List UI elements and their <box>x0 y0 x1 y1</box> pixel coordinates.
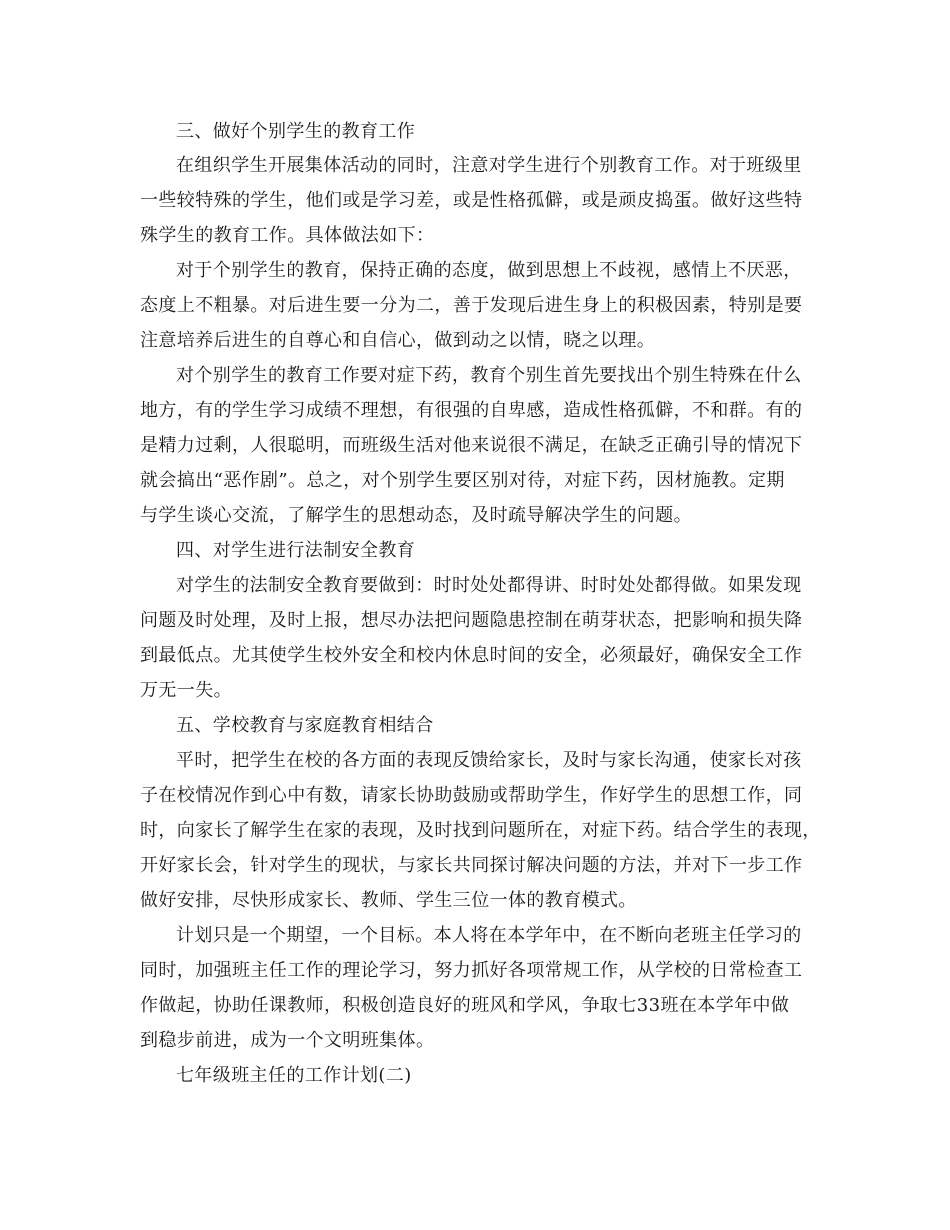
paragraph-line: 是精力过剩，人很聪明，而班级生活对他来说很不满足，在缺乏正确引导的情况下 <box>140 435 803 456</box>
paragraph-line: 对学生的法制安全教育要做到：时时处处都得讲、时时处处都得做。如果发现 <box>176 575 802 596</box>
paragraph-line: 平时，把学生在校的各方面的表现反馈给家长，及时与家长沟通，使家长对孩 <box>176 750 802 771</box>
paragraph-line: 时，向家长了解学生在家的表现，及时找到问题所在，对症下药。结合学生的表现， <box>140 820 821 841</box>
paragraph-line: 计划只是一个期望，一个目标。本人将在本学年中，在不断向老班主任学习的 <box>176 925 802 946</box>
paragraph-line: 子在校情况作到心中有数，请家长协助鼓励或帮助学生，作好学生的思想工作，同 <box>140 785 803 806</box>
paragraph-line: 在组织学生开展集体活动的同时，注意对学生进行个别教育工作。对于班级里 <box>176 155 802 176</box>
heading-plan-two: 七年级班主任的工作计划(二) <box>176 1065 412 1086</box>
heading-section-4: 四、对学生进行法制安全教育 <box>176 540 416 561</box>
paragraph-line: 对于个别学生的教育，保持正确的态度，做到思想上不歧视，感情上不厌恶， <box>176 260 802 281</box>
paragraph-line: 同时，加强班主任工作的理论学习，努力抓好各项常规工作，从学校的日常检查工 <box>140 960 803 981</box>
paragraph-line: 问题及时处理，及时上报，想尽办法把问题隐患控制在萌芽状态，把影响和损失降 <box>140 610 803 631</box>
paragraph-line: 态度上不粗暴。对后进生要一分为二，善于发现后进生身上的积极因素，特别是要 <box>140 295 803 316</box>
paragraph-line: 对个别学生的教育工作要对症下药，教育个别生首先要找出个别生特殊在什么 <box>176 365 802 386</box>
paragraph-line: 做好安排，尽快形成家长、教师、学生三位一体的教育模式。 <box>140 890 637 911</box>
paragraph-line: 就会搞出“恶作剧”。总之，对个别学生要区别对待，对症下药，因材施教。定期 <box>140 470 785 491</box>
paragraph-line: 与学生谈心交流，了解学生的思想动态，及时疏导解决学生的问题。 <box>140 505 692 526</box>
paragraph-line: 一些较特殊的学生，他们或是学习差，或是性格孤僻，或是顽皮捣蛋。做好这些特 <box>140 190 803 211</box>
paragraph-line: 开好家长会，针对学生的现状，与家长共同探讨解决问题的方法，并对下一步工作 <box>140 855 803 876</box>
paragraph-line: 万无一失。 <box>140 680 232 701</box>
paragraph-line: 作做起，协助任课教师，积极创造良好的班风和学风，争取七33班在本学年中做 <box>140 995 790 1016</box>
heading-section-3: 三、做好个别学生的教育工作 <box>176 121 416 142</box>
heading-section-5: 五、学校教育与家庭教育相结合 <box>176 715 434 736</box>
paragraph-line: 到最低点。尤其使学生校外安全和校内休息时间的安全，必须最好，确保安全工作 <box>140 645 803 666</box>
paragraph-line: 注意培养后进生的自尊心和自信心，做到动之以情，晓之以理。 <box>140 330 656 351</box>
paragraph-line: 到稳步前进，成为一个文明班集体。 <box>140 1030 435 1051</box>
paragraph-line: 地方，有的学生学习成绩不理想，有很强的自卑感，造成性格孤僻，不和群。有的 <box>140 400 803 421</box>
paragraph-line: 殊学生的教育工作。具体做法如下： <box>140 225 435 246</box>
